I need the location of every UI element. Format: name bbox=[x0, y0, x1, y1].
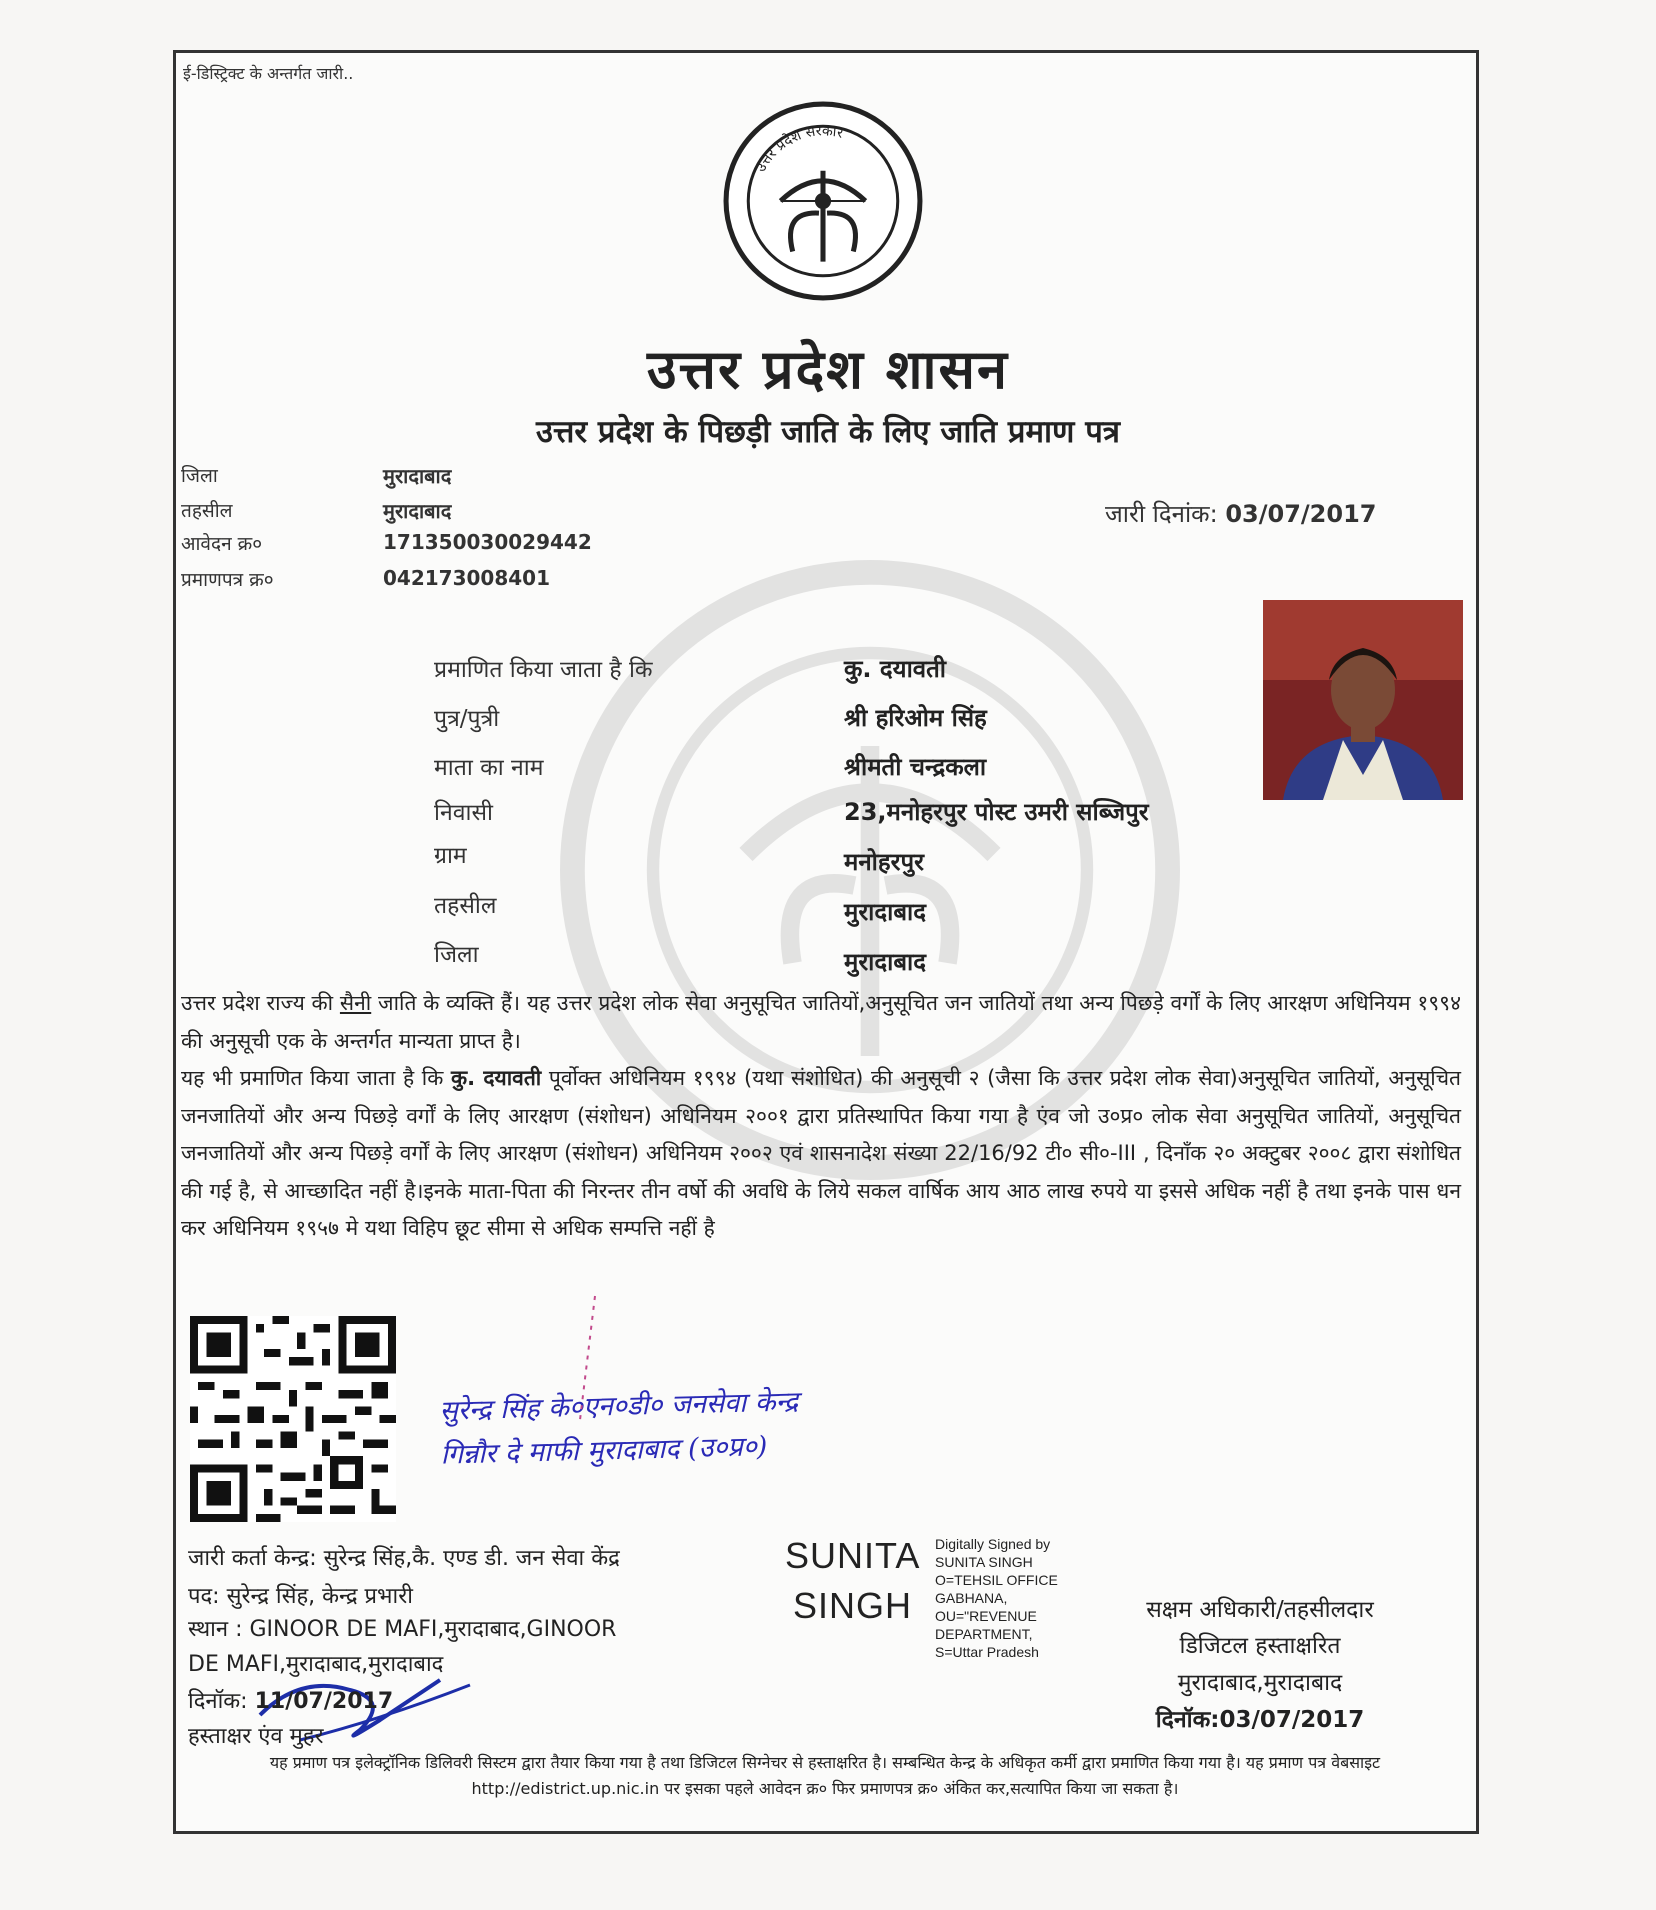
handwritten-signature bbox=[240, 1290, 640, 1750]
field-label-mother: माता का नाम bbox=[434, 755, 544, 781]
field-label-child-of: पुत्र/पुत्री bbox=[434, 706, 500, 732]
authority-date: दिनॉक:03/07/2017 bbox=[1155, 1707, 1365, 1733]
government-title: उत्तर प्रदेश शासन bbox=[647, 338, 1009, 401]
creamy-layer-paragraph bbox=[181, 1060, 1461, 1248]
meta-label-application-no: आवेदन क्र० bbox=[181, 533, 263, 555]
meta-value-tehsil: मुरादाबाद bbox=[383, 499, 452, 523]
digital-signature-name-line-2: SINGH bbox=[793, 1585, 913, 1626]
signature-detail-4: GABHANA, bbox=[935, 1590, 1008, 1606]
applicant-photo bbox=[1263, 600, 1463, 800]
creamy-paragraph-post: पूर्वोक्त अधिनियम १९९४ (यथा संशोधित) की अनुसूची २ (जैसा कि उत्तर प्रदेश लोक सेवा)अनुसूचित जातियों, अनुसूचित जनजातियों और अन्य पिछड़े वर्गों के लिए आरक्षण (संशोधन) अधिनियम २००१ द्वारा प्रतिस्थापित किया गया है एंव जो उ०प्र० लोक सेवा अनुसूचित जातियों, अनुसूचित जनजातियों और अन्य पिछड़े वर्गों के लिए आरक्षण (संशोधन) अधिनियम २००२ एवं शासनादेश संख्या 22/16/92 टी० सी०-III , दिनाँक २० अक्टुबर २००८ द्वारा संशोधित की गई है, से आच्छादित नहीं है।इनके माता-पिता की निरन्तर तीन वर्षो की अवधि के लिये सकल वार्षिक आय आठ लाख रुपये या इससे अधिक नहीं है तथा इनके पास धन कर अधिनियम १९५७ मे यथा विहिप छूट सीमा से अधिक सम्पत्ति नहीं है bbox=[181, 1066, 1462, 1240]
signature-detail-5: OU="REVENUE bbox=[935, 1608, 1037, 1624]
issuer-place-line-2: DE MAFI,मुरादाबाद,मुरादाबाद bbox=[188, 1652, 444, 1677]
field-value-mother: श्रीमती चन्द्रकला bbox=[844, 753, 987, 781]
field-value-name: कु. दयावती bbox=[844, 655, 947, 683]
field-value-address: 23,मनोहरपुर पोस्ट उमरी सब्जिपुर bbox=[844, 798, 1149, 826]
meta-value-certificate-no: 042173008401 bbox=[383, 566, 550, 590]
field-label-village: ग्राम bbox=[434, 843, 467, 869]
field-label-resident: निवासी bbox=[434, 800, 493, 826]
field-value-village: मनोहरपुर bbox=[844, 848, 924, 876]
issue-date-label: जारी दिनांक: bbox=[1105, 500, 1218, 528]
field-label-tehsil: तहसील bbox=[434, 893, 497, 919]
caste-paragraph-pre: उत्तर प्रदेश राज्य की bbox=[181, 991, 340, 1015]
meta-value-district: मुरादाबाद bbox=[383, 464, 452, 488]
caste-name: सैनी bbox=[339, 991, 372, 1015]
meta-label-certificate-no: प्रमाणपत्र क्र० bbox=[181, 569, 274, 591]
meta-value-application-no: 171350030029442 bbox=[383, 530, 592, 554]
issuer-place-line-1: स्थान : GINOOR DE MAFI,मुरादाबाद,GINOOR bbox=[188, 1617, 617, 1642]
footer-note: यह प्रमाण पत्र इलेक्ट्रॉनिक डिलिवरी सिस्टम द्वारा तैयार किया गया है तथा डिजिटल सिग्नेचर से हस्ताक्षरित है। सम्बन्धित केन्द्र के अधिकृत कर्मी द्वारा प्रमाणित किया गया है। यह प्रमाण पत्र वेबसाइट http://edistrict.up.nic.in पर इसका पहले आवेदन क्र० फिर प्रमाणपत्र क्र० अंकित कर,सत्यापित किया जा सकता है। bbox=[269, 1753, 1381, 1798]
caste-paragraph bbox=[181, 985, 1461, 1060]
issuing-center: जारी कर्ता केन्द्र: सुरेन्द्र सिंह,कै. एण्ड डी. जन सेवा केंद्र bbox=[188, 1546, 620, 1571]
creamy-paragraph-name: कु. दयावती bbox=[451, 1066, 542, 1090]
signature-detail-7: S=Uttar Pradesh bbox=[935, 1644, 1039, 1660]
meta-label-tehsil: तहसील bbox=[181, 500, 233, 522]
field-value-tehsil: मुरादाबाद bbox=[844, 898, 927, 926]
signature-detail-3: O=TEHSIL OFFICE bbox=[935, 1572, 1058, 1588]
up-government-emblem bbox=[722, 100, 924, 302]
issued-under-note: ई-डिस्ट्रिक्ट के अन्तर्गत जारी.. bbox=[183, 64, 354, 83]
issuer-date-label: दिनॉक: bbox=[188, 1689, 255, 1714]
digital-signature-details bbox=[935, 1535, 1058, 1661]
authority-designation: सक्षम अधिकारी/तहसीलदार bbox=[1146, 1597, 1374, 1623]
authority-digitally-signed: डिजिटल हस्ताक्षरित bbox=[1179, 1633, 1341, 1659]
sign-and-seal-label: हस्ताक्षर एंव मुहर bbox=[188, 1724, 324, 1749]
signature-detail-2: SUNITA SINGH bbox=[935, 1554, 1033, 1570]
signature-detail-6: DEPARTMENT, bbox=[935, 1626, 1033, 1642]
certificate-title: उत्तर प्रदेश के पिछड़ी जाति के लिए जाति प्रमाण पत्र bbox=[536, 414, 1120, 450]
field-value-father: श्री हरिओम सिंह bbox=[844, 704, 987, 732]
stamp-line-2: गिन्नौर दे माफी मुरादाबाद (उ०प्र०) bbox=[440, 1431, 768, 1471]
issuer-post: पद: सुरेन्द्र सिंह, केन्द्र प्रभारी bbox=[188, 1584, 413, 1609]
issue-date bbox=[1105, 497, 1376, 530]
caste-paragraph-post: जाति के व्यक्ति हैं। यह उत्तर प्रदेश लोक सेवा अनुसूचित जातियों,अनुसूचित जन जातियों तथा अन्य पिछड़े वर्गों के लिए आरक्षण अधिनियम १९९४ की अनुसूची एक के अन्तर्गत मान्यता प्राप्त है। bbox=[181, 991, 1461, 1053]
meta-label-district: जिला bbox=[181, 465, 218, 487]
creamy-paragraph-pre: यह भी प्रमाणित किया जाता है कि bbox=[181, 1066, 451, 1090]
authority-location: मुरादाबाद,मुरादाबाद bbox=[1177, 1670, 1343, 1696]
issue-date-value: 03/07/2017 bbox=[1225, 500, 1377, 528]
field-value-district: मुरादाबाद bbox=[844, 948, 927, 976]
stamp-line-1: सुरेन्द्र सिंह के०एन०डी० जनसेवा केन्द्र bbox=[439, 1386, 799, 1427]
issuer-date-value: 11/07/2017 bbox=[254, 1689, 394, 1714]
field-label-certified: प्रमाणित किया जाता है कि bbox=[434, 657, 653, 683]
signature-detail-1: Digitally Signed by bbox=[935, 1536, 1051, 1552]
issuer-date bbox=[188, 1685, 393, 1715]
field-label-district: जिला bbox=[434, 942, 479, 968]
digital-signature-name-line-1: SUNITA bbox=[785, 1535, 921, 1576]
svg-text:उत्तर प्रदेश सरकार: उत्तर प्रदेश सरकार bbox=[752, 123, 845, 175]
